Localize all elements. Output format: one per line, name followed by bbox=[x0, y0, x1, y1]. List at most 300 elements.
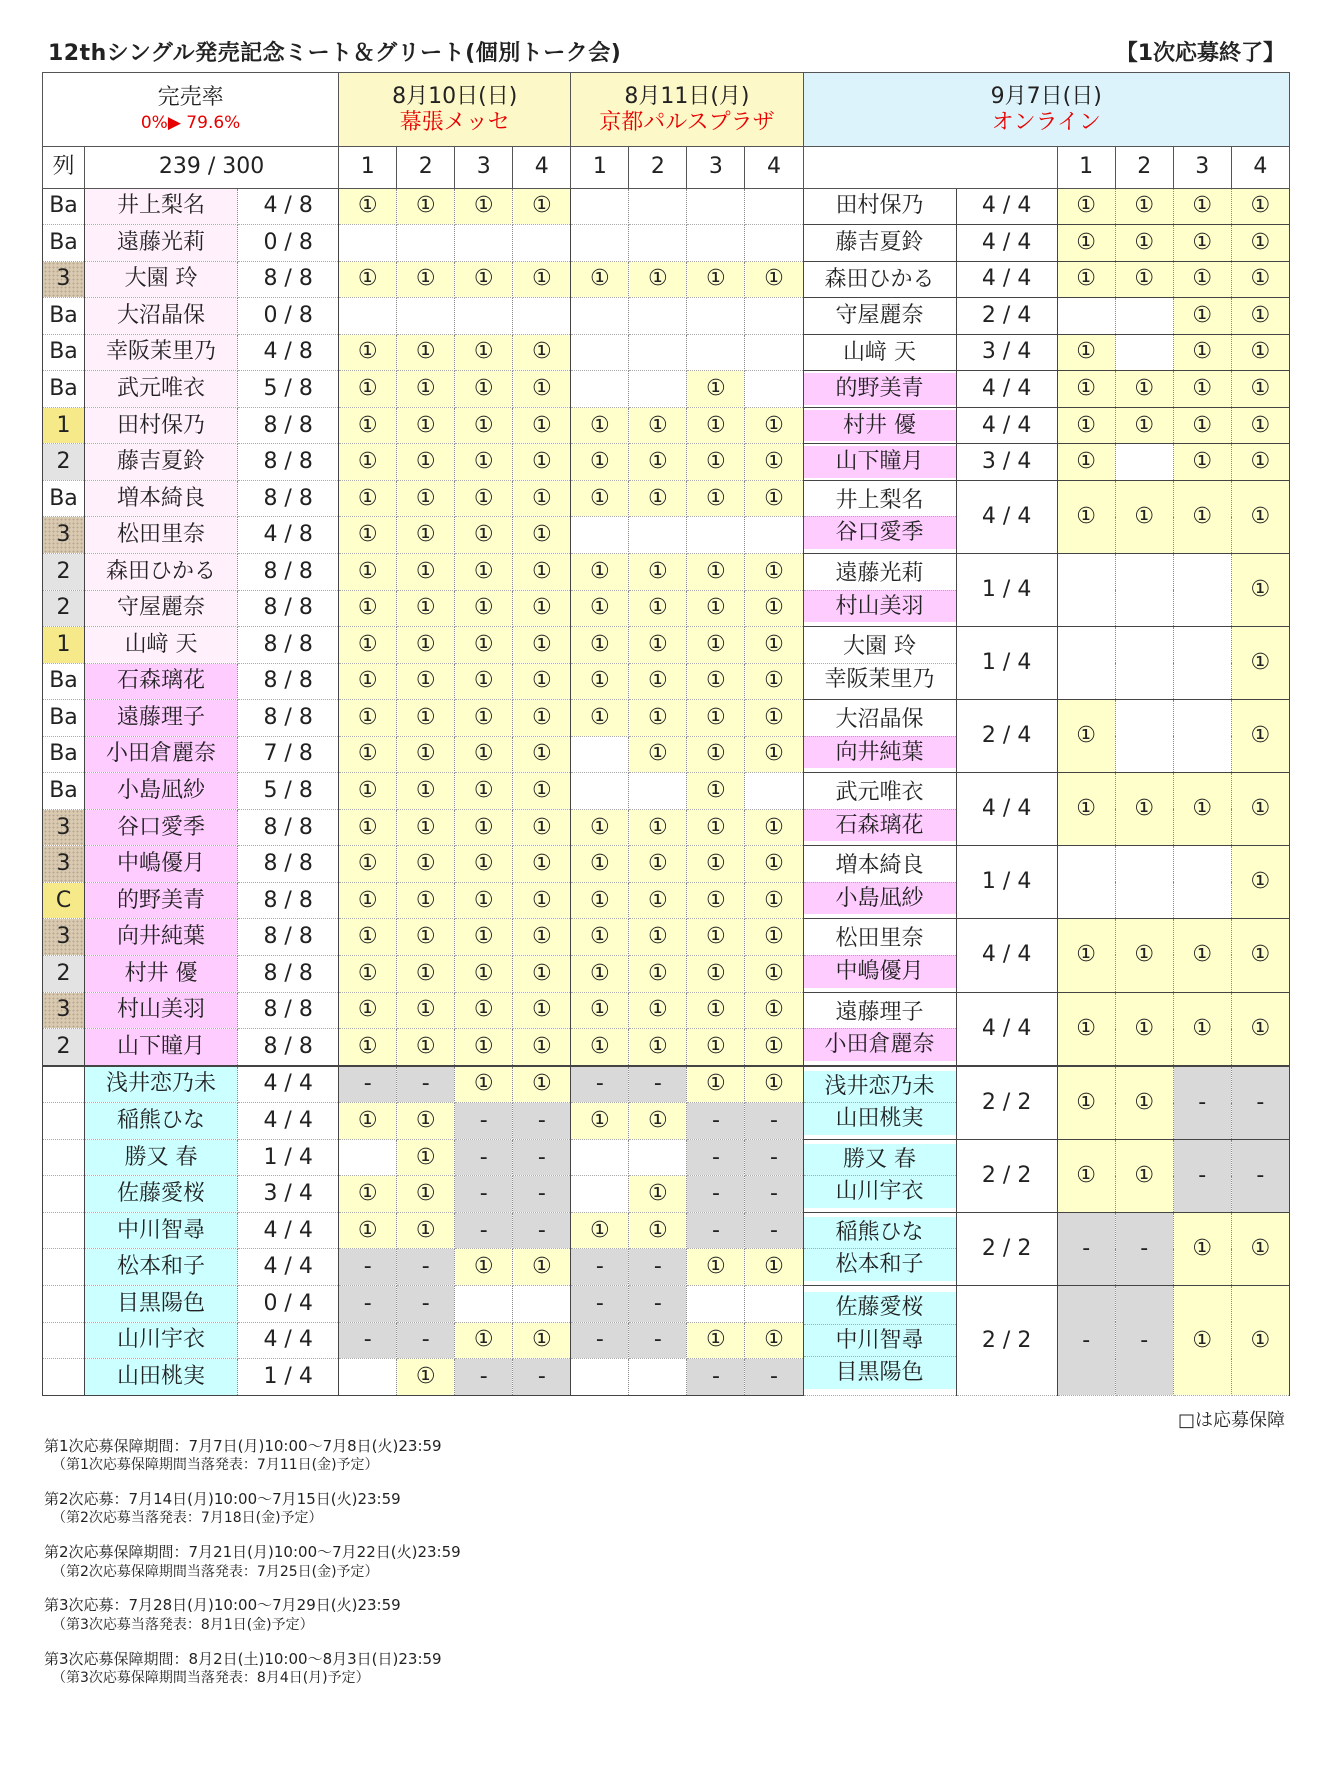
session-slot: ① bbox=[339, 955, 397, 992]
online-session-slot: ① bbox=[1173, 919, 1231, 992]
online-member-name: 村山美羽 bbox=[804, 590, 956, 623]
session-slot: - bbox=[397, 1249, 455, 1286]
session-slot: ① bbox=[513, 590, 571, 627]
session-slot: ① bbox=[397, 919, 455, 956]
online-member-name: 向井純葉 bbox=[804, 736, 956, 769]
member-name: 井上梨名 bbox=[85, 188, 238, 225]
member-count: 4 / 8 bbox=[238, 188, 339, 225]
session-slot: ① bbox=[339, 809, 397, 846]
member-name: 大沼晶保 bbox=[85, 298, 238, 335]
online-member-name: 中川智尋 bbox=[804, 1324, 956, 1357]
venue-header-makuhari bbox=[339, 73, 571, 147]
session-slot: ① bbox=[687, 919, 745, 956]
session-slot: ① bbox=[455, 1322, 513, 1359]
session-slot: ① bbox=[629, 663, 687, 700]
rank-cell bbox=[43, 1066, 85, 1103]
session-slot bbox=[455, 298, 513, 335]
session-slot bbox=[339, 225, 397, 262]
session-slot: ① bbox=[629, 919, 687, 956]
online-session-slot: ① bbox=[1057, 992, 1115, 1066]
venue-date: 9月7日(日) bbox=[990, 83, 1102, 109]
session-slot: ① bbox=[745, 1249, 803, 1286]
online-session-slot: ① bbox=[1231, 846, 1289, 919]
rank-cell: 3 bbox=[43, 846, 85, 883]
session-slot: ① bbox=[455, 188, 513, 225]
session-slot: ① bbox=[339, 261, 397, 298]
table-row bbox=[43, 846, 1290, 883]
session-slot: ① bbox=[687, 1066, 745, 1103]
session-slot bbox=[687, 334, 745, 371]
session-slot: ① bbox=[571, 590, 629, 627]
rank-cell bbox=[43, 1322, 85, 1359]
table-row bbox=[43, 334, 1290, 371]
session-slot: ① bbox=[745, 919, 803, 956]
member-count: 5 / 8 bbox=[238, 371, 339, 408]
rank-cell: Ba bbox=[43, 298, 85, 335]
session-slot: ① bbox=[339, 992, 397, 1029]
session-slot: ① bbox=[571, 882, 629, 919]
session-slot: - bbox=[455, 1103, 513, 1140]
session-slot: ① bbox=[513, 407, 571, 444]
session-slot bbox=[687, 225, 745, 262]
session-slot: ① bbox=[455, 955, 513, 992]
session-slot: - bbox=[745, 1176, 803, 1213]
session-slot: ① bbox=[687, 371, 745, 408]
member-name: 森田ひかる bbox=[85, 553, 238, 590]
table-row bbox=[43, 261, 1290, 298]
session-slot: - bbox=[745, 1103, 803, 1140]
session-slot bbox=[629, 517, 687, 554]
online-session-slot: ① bbox=[1057, 225, 1115, 262]
member-name: 小田倉麗奈 bbox=[85, 736, 238, 773]
member-count: 1 / 4 bbox=[238, 1139, 339, 1176]
online-session-slot bbox=[1115, 334, 1173, 371]
member-count: 7 / 8 bbox=[238, 736, 339, 773]
session-slot: ① bbox=[513, 1322, 571, 1359]
session-slot: ① bbox=[397, 627, 455, 664]
member-count: 8 / 8 bbox=[238, 480, 339, 517]
session-number: 1 bbox=[339, 147, 397, 188]
rank-cell bbox=[43, 1103, 85, 1140]
rank-cell: Ba bbox=[43, 188, 85, 225]
member-name: 勝又 春 bbox=[85, 1139, 238, 1176]
online-member-name: 小田倉麗奈 bbox=[804, 1028, 956, 1061]
online-session-slot: ① bbox=[1231, 919, 1289, 992]
session-slot: ① bbox=[397, 261, 455, 298]
online-count: 4 / 4 bbox=[956, 188, 1057, 225]
session-slot: ① bbox=[687, 553, 745, 590]
session-slot: ① bbox=[629, 1103, 687, 1140]
session-slot: ① bbox=[397, 700, 455, 737]
session-slot bbox=[571, 736, 629, 773]
member-count: 4 / 4 bbox=[238, 1103, 339, 1140]
member-count: 4 / 4 bbox=[238, 1212, 339, 1249]
session-slot: - bbox=[571, 1286, 629, 1323]
session-number: 3 bbox=[455, 147, 513, 188]
online-session-slot: ① bbox=[1231, 371, 1289, 408]
member-count: 0 / 4 bbox=[238, 1286, 339, 1323]
session-slot: ① bbox=[629, 992, 687, 1029]
venue-header-online bbox=[803, 73, 1290, 147]
member-name: 浅井恋乃未 bbox=[85, 1066, 238, 1103]
session-slot: ① bbox=[455, 736, 513, 773]
session-slot: ① bbox=[339, 371, 397, 408]
session-slot: ① bbox=[571, 553, 629, 590]
session-slot: ① bbox=[397, 809, 455, 846]
online-session-slot: ① bbox=[1057, 1139, 1115, 1212]
session-slot: ① bbox=[745, 627, 803, 664]
online-member-names bbox=[803, 261, 956, 298]
rank-cell: Ba bbox=[43, 700, 85, 737]
session-slot: ① bbox=[687, 480, 745, 517]
member-name: 藤吉夏鈴 bbox=[85, 444, 238, 481]
online-member-names bbox=[803, 480, 956, 553]
online-member-names bbox=[803, 334, 956, 371]
online-member-name: 守屋麗奈 bbox=[835, 303, 924, 329]
online-name-header bbox=[803, 147, 1057, 188]
session-slot: - bbox=[397, 1066, 455, 1103]
online-member-names bbox=[803, 773, 956, 846]
session-slot: ① bbox=[571, 992, 629, 1029]
session-slot: ① bbox=[745, 700, 803, 737]
session-slot: ① bbox=[571, 1029, 629, 1066]
online-session-slot bbox=[1057, 627, 1115, 700]
session-slot bbox=[745, 1286, 803, 1323]
session-slot: ① bbox=[397, 1029, 455, 1066]
member-count: 0 / 8 bbox=[238, 225, 339, 262]
online-count: 1 / 4 bbox=[956, 846, 1057, 919]
online-session-slot: ① bbox=[1231, 627, 1289, 700]
online-member-names bbox=[803, 444, 956, 481]
session-slot: ① bbox=[339, 882, 397, 919]
table-row bbox=[43, 627, 1290, 664]
online-count: 4 / 4 bbox=[956, 225, 1057, 262]
session-slot: ① bbox=[339, 590, 397, 627]
session-slot: ① bbox=[397, 1103, 455, 1140]
session-slot: ① bbox=[455, 1029, 513, 1066]
online-session-slot: - bbox=[1173, 1139, 1231, 1212]
session-slot: ① bbox=[571, 1103, 629, 1140]
online-member-names bbox=[803, 407, 956, 444]
session-slot bbox=[745, 188, 803, 225]
table-row bbox=[43, 1286, 1290, 1323]
session-slot: - bbox=[687, 1103, 745, 1140]
table-row bbox=[43, 1139, 1290, 1176]
session-slot: ① bbox=[339, 553, 397, 590]
member-count: 8 / 8 bbox=[238, 882, 339, 919]
session-slot: ① bbox=[513, 1066, 571, 1103]
online-count: 4 / 4 bbox=[956, 407, 1057, 444]
online-count: 4 / 4 bbox=[956, 992, 1057, 1066]
table-row bbox=[43, 225, 1290, 262]
meet-greet-table bbox=[42, 72, 1290, 1396]
session-slot bbox=[629, 1139, 687, 1176]
online-member-name: 山下瞳月 bbox=[804, 446, 956, 478]
session-slot: ① bbox=[455, 846, 513, 883]
online-member-names bbox=[803, 919, 956, 992]
session-slot: ① bbox=[513, 773, 571, 810]
online-session-slot: ① bbox=[1115, 371, 1173, 408]
online-member-names bbox=[803, 1212, 956, 1285]
session-slot: ① bbox=[687, 663, 745, 700]
session-slot bbox=[571, 517, 629, 554]
session-slot: - bbox=[339, 1066, 397, 1103]
rank-cell: 2 bbox=[43, 955, 85, 992]
online-session-slot bbox=[1173, 627, 1231, 700]
online-member-name: 幸阪茉里乃 bbox=[804, 663, 956, 696]
session-slot: ① bbox=[339, 334, 397, 371]
rank-cell bbox=[43, 1249, 85, 1286]
online-session-slot: ① bbox=[1231, 700, 1289, 773]
venue-name: オンライン bbox=[991, 109, 1101, 135]
member-name: 大園 玲 bbox=[85, 261, 238, 298]
session-slot bbox=[397, 298, 455, 335]
online-session-slot: - bbox=[1115, 1286, 1173, 1396]
member-name: 谷口愛季 bbox=[85, 809, 238, 846]
online-session-slot: ① bbox=[1057, 444, 1115, 481]
session-slot: - bbox=[339, 1286, 397, 1323]
session-slot: - bbox=[455, 1212, 513, 1249]
schedule-note-sub: （第2次応募当落発表：7月18日(金)予定） bbox=[52, 1510, 323, 1527]
online-member-name: 遠藤理子 bbox=[835, 999, 924, 1025]
member-count: 5 / 8 bbox=[238, 773, 339, 810]
online-session-slot: ① bbox=[1057, 371, 1115, 408]
online-member-names bbox=[803, 700, 956, 773]
rank-cell: Ba bbox=[43, 371, 85, 408]
session-slot: ① bbox=[397, 846, 455, 883]
session-slot bbox=[687, 1286, 745, 1323]
online-member-name: 谷口愛季 bbox=[804, 516, 956, 549]
online-session-slot: ① bbox=[1115, 919, 1173, 992]
session-slot: ① bbox=[571, 919, 629, 956]
session-slot bbox=[339, 298, 397, 335]
session-slot: ① bbox=[455, 1066, 513, 1103]
session-slot: ① bbox=[397, 1359, 455, 1396]
session-slot: ① bbox=[397, 517, 455, 554]
session-slot: ① bbox=[687, 736, 745, 773]
session-slot: - bbox=[571, 1249, 629, 1286]
member-count: 8 / 8 bbox=[238, 1029, 339, 1066]
session-slot: ① bbox=[513, 444, 571, 481]
online-session-slot: ① bbox=[1231, 992, 1289, 1066]
online-session-slot: ① bbox=[1115, 480, 1173, 553]
online-session-slot: ① bbox=[1115, 1139, 1173, 1212]
venue-header-kyoto bbox=[571, 73, 803, 147]
session-slot: ① bbox=[455, 334, 513, 371]
session-slot bbox=[571, 773, 629, 810]
session-slot: ① bbox=[687, 1322, 745, 1359]
online-session-slot: ① bbox=[1115, 773, 1173, 846]
member-name: 遠藤光莉 bbox=[85, 225, 238, 262]
online-session-slot bbox=[1115, 444, 1173, 481]
session-number: 4 bbox=[513, 147, 571, 188]
session-slot bbox=[687, 298, 745, 335]
session-slot: ① bbox=[513, 188, 571, 225]
session-slot: ① bbox=[455, 882, 513, 919]
session-number: 2 bbox=[1115, 147, 1173, 188]
session-slot bbox=[629, 188, 687, 225]
session-slot: - bbox=[513, 1359, 571, 1396]
online-session-slot: ① bbox=[1115, 188, 1173, 225]
rank-cell: Ba bbox=[43, 334, 85, 371]
member-name: 山田桃実 bbox=[85, 1359, 238, 1396]
online-session-slot: ① bbox=[1231, 298, 1289, 335]
session-slot bbox=[339, 1139, 397, 1176]
session-slot: ① bbox=[629, 1212, 687, 1249]
online-count: 2 / 2 bbox=[956, 1066, 1057, 1140]
online-session-slot: ① bbox=[1173, 480, 1231, 553]
session-slot: ① bbox=[745, 407, 803, 444]
venue-date: 8月10日(日) bbox=[392, 83, 518, 109]
session-slot: ① bbox=[629, 407, 687, 444]
session-slot: ① bbox=[571, 444, 629, 481]
member-name: 石森璃花 bbox=[85, 663, 238, 700]
online-member-name: 勝又 春 bbox=[804, 1144, 956, 1176]
rank-cell: C bbox=[43, 882, 85, 919]
rank-cell: 2 bbox=[43, 1029, 85, 1066]
online-session-slot: - bbox=[1057, 1286, 1115, 1396]
online-count: 4 / 4 bbox=[956, 371, 1057, 408]
member-name: 的野美青 bbox=[85, 882, 238, 919]
schedule-notes bbox=[44, 1436, 461, 1688]
member-name: 武元唯衣 bbox=[85, 371, 238, 408]
online-member-names bbox=[803, 188, 956, 225]
session-slot: ① bbox=[571, 1212, 629, 1249]
session-slot: ① bbox=[339, 773, 397, 810]
table-row bbox=[43, 700, 1290, 737]
online-member-name: 増本綺良 bbox=[835, 853, 924, 879]
member-name: 中嶋優月 bbox=[85, 846, 238, 883]
table-row bbox=[43, 1066, 1290, 1103]
online-member-name: 山﨑 天 bbox=[843, 339, 917, 365]
online-member-name: 藤吉夏鈴 bbox=[835, 230, 924, 256]
session-slot: ① bbox=[455, 1249, 513, 1286]
status-badge: 【1次応募終了】 bbox=[1115, 41, 1285, 66]
session-slot: - bbox=[687, 1212, 745, 1249]
online-member-names bbox=[803, 225, 956, 262]
online-session-slot: ① bbox=[1231, 407, 1289, 444]
online-session-slot: ① bbox=[1231, 553, 1289, 626]
session-slot: ① bbox=[629, 809, 687, 846]
session-slot: ① bbox=[629, 736, 687, 773]
session-slot: ① bbox=[455, 663, 513, 700]
schedule-note: 第2次応募保障期間：7月21日(月)10:00～7月22日(火)23:59 bbox=[44, 1543, 461, 1562]
session-slot: ① bbox=[455, 590, 513, 627]
rank-cell: 2 bbox=[43, 590, 85, 627]
member-count: 8 / 8 bbox=[238, 992, 339, 1029]
session-slot: ① bbox=[513, 371, 571, 408]
session-slot: ① bbox=[571, 627, 629, 664]
online-member-name: 武元唯衣 bbox=[835, 780, 924, 806]
online-count: 1 / 4 bbox=[956, 627, 1057, 700]
member-name: 稲熊ひな bbox=[85, 1103, 238, 1140]
session-slot: ① bbox=[745, 480, 803, 517]
session-slot: - bbox=[339, 1322, 397, 1359]
online-member-names bbox=[803, 1066, 956, 1140]
schedule-note: 第2次応募：7月14日(月)10:00～7月15日(火)23:59 bbox=[44, 1490, 401, 1509]
rank-cell: 3 bbox=[43, 261, 85, 298]
schedule-note: 第3次応募保障期間：8月2日(土)10:00～8月3日(日)23:59 bbox=[44, 1649, 442, 1668]
online-count: 3 / 4 bbox=[956, 334, 1057, 371]
session-slot bbox=[687, 188, 745, 225]
session-slot: ① bbox=[339, 663, 397, 700]
session-slot bbox=[455, 1286, 513, 1323]
member-count: 8 / 8 bbox=[238, 590, 339, 627]
online-count: 4 / 4 bbox=[956, 919, 1057, 992]
session-slot: ① bbox=[687, 261, 745, 298]
member-count: 8 / 8 bbox=[238, 553, 339, 590]
rank-cell: Ba bbox=[43, 225, 85, 262]
online-session-slot: - bbox=[1173, 1066, 1231, 1140]
member-count: 8 / 8 bbox=[238, 955, 339, 992]
online-member-name: 佐藤愛桜 bbox=[804, 1292, 956, 1324]
member-count: 8 / 8 bbox=[238, 700, 339, 737]
online-member-names bbox=[803, 992, 956, 1066]
session-slot: - bbox=[629, 1066, 687, 1103]
member-count: 4 / 4 bbox=[238, 1322, 339, 1359]
online-member-names bbox=[803, 553, 956, 626]
rank-cell bbox=[43, 1176, 85, 1213]
session-slot bbox=[629, 773, 687, 810]
rank-cell: 3 bbox=[43, 809, 85, 846]
member-count: 8 / 8 bbox=[238, 809, 339, 846]
session-slot: ① bbox=[513, 663, 571, 700]
table-row bbox=[43, 919, 1290, 956]
member-count: 4 / 4 bbox=[238, 1066, 339, 1103]
session-slot: ① bbox=[455, 992, 513, 1029]
session-slot: ① bbox=[339, 1029, 397, 1066]
session-slot: - bbox=[745, 1139, 803, 1176]
online-session-slot: ① bbox=[1231, 225, 1289, 262]
session-slot: ① bbox=[745, 1066, 803, 1103]
session-slot bbox=[687, 517, 745, 554]
session-slot: ① bbox=[745, 955, 803, 992]
sell-rate-header bbox=[43, 73, 339, 147]
online-session-slot: ① bbox=[1231, 480, 1289, 553]
session-slot bbox=[339, 1359, 397, 1396]
session-slot: ① bbox=[513, 846, 571, 883]
session-slot: ① bbox=[687, 955, 745, 992]
session-slot: ① bbox=[513, 517, 571, 554]
session-slot: - bbox=[687, 1176, 745, 1213]
session-slot: ① bbox=[455, 444, 513, 481]
online-member-names bbox=[803, 846, 956, 919]
online-session-slot: ① bbox=[1231, 334, 1289, 371]
session-slot: ① bbox=[745, 736, 803, 773]
member-count: 1 / 4 bbox=[238, 1359, 339, 1396]
session-slot bbox=[513, 298, 571, 335]
schedule-note: 第3次応募：7月28日(月)10:00～7月29日(火)23:59 bbox=[44, 1596, 401, 1615]
online-session-slot: ① bbox=[1057, 261, 1115, 298]
session-slot: ① bbox=[455, 371, 513, 408]
online-session-slot: ① bbox=[1173, 298, 1231, 335]
session-slot: ① bbox=[455, 407, 513, 444]
session-slot: ① bbox=[629, 1176, 687, 1213]
session-slot: - bbox=[513, 1139, 571, 1176]
online-session-slot: ① bbox=[1231, 773, 1289, 846]
member-name: 中川智尋 bbox=[85, 1212, 238, 1249]
member-name: 守屋麗奈 bbox=[85, 590, 238, 627]
session-slot: ① bbox=[339, 1212, 397, 1249]
sell-rate-value: 0%▶ 79.6% bbox=[140, 113, 241, 133]
session-slot: ① bbox=[513, 261, 571, 298]
session-slot bbox=[571, 1359, 629, 1396]
venue-name: 京都パルスプラザ bbox=[599, 109, 775, 135]
online-member-name: 井上梨名 bbox=[835, 487, 924, 513]
online-session-slot: ① bbox=[1173, 407, 1231, 444]
online-session-slot bbox=[1115, 627, 1173, 700]
online-session-slot: - bbox=[1231, 1066, 1289, 1140]
